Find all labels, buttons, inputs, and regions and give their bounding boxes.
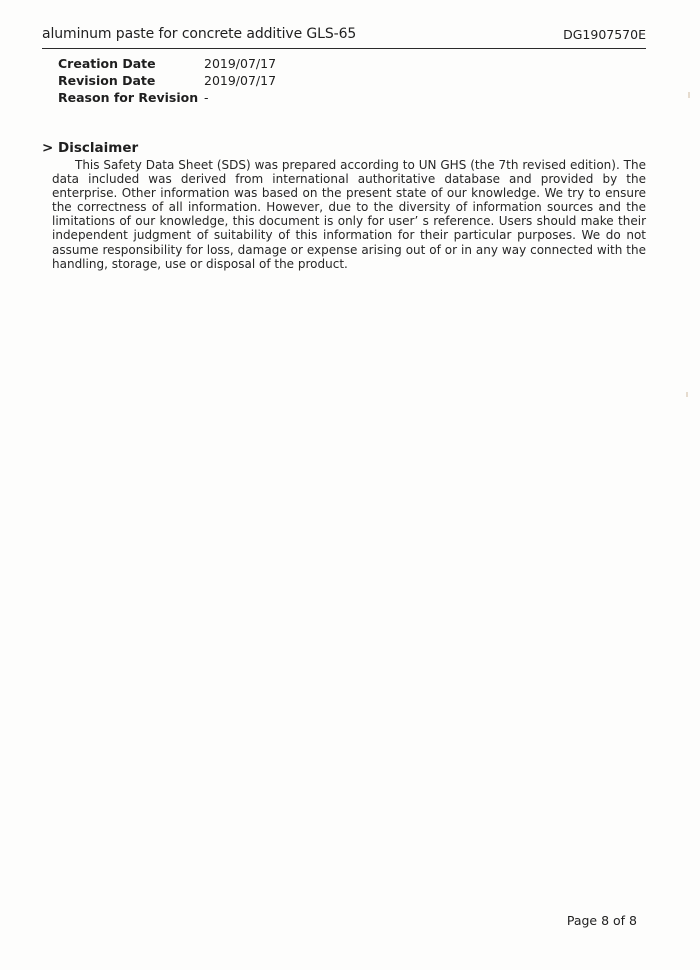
disclaimer-heading: > Disclaimer [42, 140, 139, 156]
revision-info-table [58, 55, 276, 106]
creation-date-row [58, 55, 276, 72]
revision-date-label: Revision Date [58, 73, 156, 88]
page-header [42, 26, 646, 49]
page-number: Page 8 of 8 [566, 913, 637, 928]
creation-date-label: Creation Date [58, 56, 156, 71]
creation-date-value: 2019/07/17 [204, 56, 277, 71]
reason-for-revision-row [58, 89, 276, 106]
scan-edge-mark [688, 92, 690, 98]
scan-edge-mark [686, 392, 688, 397]
reason-for-revision-label: Reason for Revision [58, 90, 199, 105]
reason-for-revision-value: - [204, 90, 209, 105]
document-title: aluminum paste for concrete additive GLS-65 [42, 26, 357, 42]
revision-date-value: 2019/07/17 [204, 73, 277, 88]
disclaimer-text: This Safety Data Sheet (SDS) was prepared according to UN GHS (the 7th revised edition). The data included was derived from international authoritative database and provided by the enterprise. Other information was based on the present state of our knowledge. We try to ensure the correctness of all information. However, due to the diversity of information sources and the limitations of our knowledge, this document is only for user’ s reference. Users should make their independent judgment of suitability of this information for their particular purposes. We do not assume responsibility for loss, damage or expense arising out of or in any way connected with the handling, storage, use or disposal of the product. [52, 158, 646, 271]
document-id: DG1907570E [563, 27, 646, 42]
revision-date-row [58, 72, 276, 89]
